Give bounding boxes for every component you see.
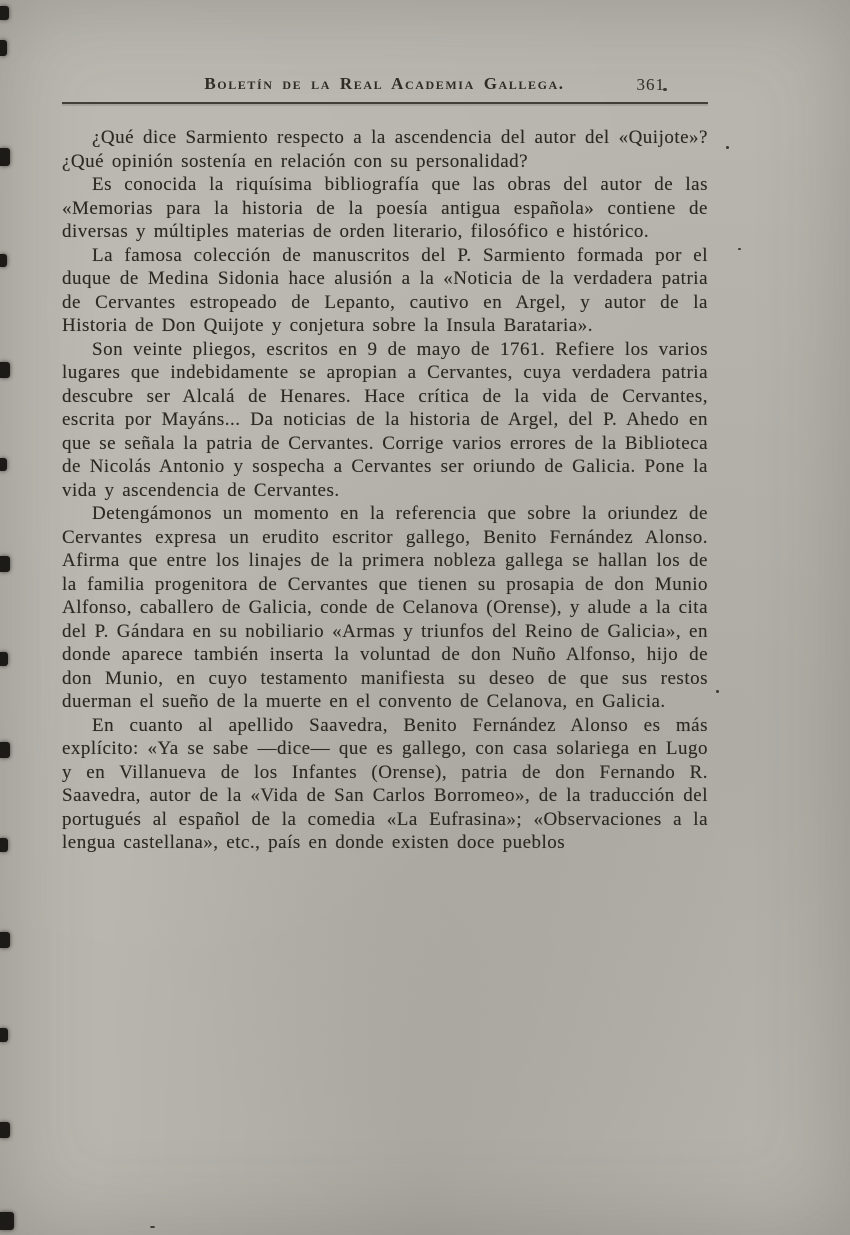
page-body <box>62 126 708 855</box>
scan-speck <box>150 1226 155 1228</box>
scan-artifact <box>0 556 10 572</box>
scan-speck <box>738 248 741 250</box>
scan-artifact <box>0 40 7 56</box>
scan-artifact <box>0 6 9 20</box>
scan-artifact <box>0 458 7 471</box>
scan-artifact <box>0 254 7 267</box>
page-header <box>62 74 707 98</box>
paragraph-6: En cuanto al apellido Saavedra, Benito Fernández Alonso es más explícito: «Ya se sabe —dice— que es gallego, con casa solariega en Lugo y en Villanueva de los Infantes (Orense), patria de don Fernando R. Saavedra, autor de la «Vida de San Carlos Borromeo», de la traducción del portugués al español de la comedia «La Eufrasina»; «Observaciones a la lengua castellana», etc., país en donde existen doce pueblos <box>62 714 708 853</box>
paragraph-4: Son veinte pliegos, escritos en 9 de mayo de 1761. Refiere los varios lugares que indebidamente se apropian a Cervantes, cuya verdadera patria descubre ser Alcalá de Henares. Hace crítica de la vida de Cervantes, escrita por Mayáns... Da noticias de la historia de Argel, del P. Ahedo en que se señala la patria de Cervantes. Corrige varios errores de la Biblioteca de Nicolás Antonio y sospecha a Cervantes ser oriundo de Galicia. Pone la vida y ascendencia de Cervantes. <box>62 338 708 501</box>
scan-artifact <box>0 932 10 948</box>
journal-title: Boletín de la Real Academia Gallega. <box>204 74 565 93</box>
page-number: 361 <box>636 75 665 94</box>
scan-artifact <box>0 1028 8 1042</box>
paragraph-5: Detengámonos un momento en la referencia que sobre la oriundez de Cervantes expresa un erudito escritor gallego, Benito Fernández Alonso. Afirma que entre los linajes de la primera nobleza gallega se hallan los de la familia progenitora de Cervantes que tienen su prosapia de don Munio Alfonso, caballero de Galicia, conde de Celanova (Orense), y alude a la cita del P. Gándara en su nobiliario «Armas y triunfos del Reino de Galicia», en donde aparece también inserta la voluntad de don Nuño Alfonso, hijo de don Munio, en cuyo testamento manifiesta su deseo de que sus restos duerman el sueño de la muerte en el convento de Celanova, en Galicia. <box>62 503 708 712</box>
scan-artifact <box>0 1122 10 1138</box>
scan-speck <box>726 146 729 149</box>
scan-speck <box>716 690 719 693</box>
scan-artifact <box>0 362 10 378</box>
header-rule <box>62 102 708 104</box>
scan-artifact <box>0 148 10 166</box>
paragraph-1: ¿Qué dice Sarmiento respecto a la ascendencia del autor del «Quijote»? ¿Qué opinión sostenía en relación con su personalidad? <box>62 127 708 172</box>
scan-artifact <box>0 1212 14 1230</box>
paragraph-3: La famosa colección de manuscritos del P. Sarmiento formada por el duque de Medina Sidonia hace alusión a la «Noticia de la verdadera patria de Cervantes estropeado de Lepanto, cautivo en Argel, y autor de la Historia de Don Quijote y conjetura sobre la Insula Barataria». <box>62 244 708 336</box>
paragraph-2: Es conocida la riquísima bibliografía que las obras del autor de las «Memorias para la historia de la poesía antigua española» contiene de diversas y múltiples materias de orden literario, filosófico e histórico. <box>62 174 708 242</box>
scan-artifact <box>0 838 8 852</box>
scan-artifact <box>0 742 10 758</box>
scan-artifact <box>0 652 8 666</box>
